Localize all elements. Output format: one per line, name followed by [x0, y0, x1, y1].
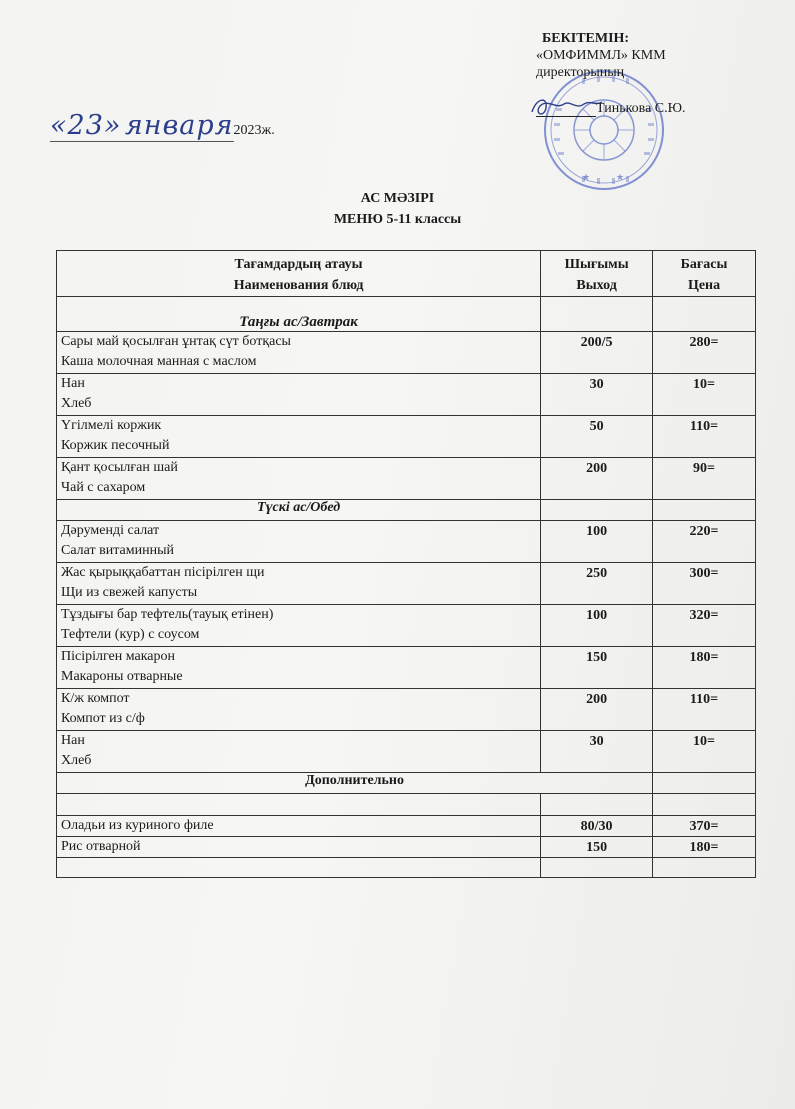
table-row [57, 605, 756, 647]
date-month: января [124, 110, 234, 141]
dish-name-ru: Хлеб [61, 396, 92, 411]
dish-name-kz: Сары май қосылған ұнтақ сүт ботқасы [61, 334, 291, 349]
approval-role: директорының [536, 65, 625, 80]
table-row [57, 563, 756, 605]
breakfast-items [57, 332, 756, 500]
price-cell: 90= [653, 458, 756, 500]
price-cell: 10= [653, 731, 756, 773]
dish-name-kz: Дәруменді салат [61, 523, 160, 538]
price-cell: 180= [653, 837, 756, 858]
dish-name-kz: Пісірілген макарон [61, 649, 176, 664]
approval-org: «ОМФИММЛ» КММ [536, 48, 666, 63]
yield-cell: 200 [541, 458, 653, 500]
price-cell: 300= [653, 563, 756, 605]
dish-name-kz: Үгілмелі коржик [61, 418, 162, 433]
dish-name-cell: Оладьи из куриного филе [57, 816, 541, 837]
table-row [57, 521, 756, 563]
dish-name-cell [57, 647, 541, 689]
dish-name-cell [57, 563, 541, 605]
yield-cell: 50 [541, 416, 653, 458]
table-row [57, 689, 756, 731]
approval-title: БЕКІТЕМІН: [542, 31, 630, 46]
dish-name-kz: Қант қосылған шай [61, 460, 178, 475]
official-seal-stamp [542, 68, 666, 192]
approval-block [536, 30, 776, 116]
section-extra: Дополнительно [57, 773, 653, 794]
section-row-lunch [57, 500, 756, 521]
yield-cell: 100 [541, 521, 653, 563]
dish-name-kz: Тұздығы бар тефтель(тауық етінен) [61, 607, 274, 622]
table-row [57, 816, 756, 837]
dish-name-ru: Коржик песочный [61, 438, 170, 453]
price-cell: 370= [653, 816, 756, 837]
section-lunch: Түскі ас/Обед [57, 500, 541, 521]
menu-title-ru: МЕНЮ 5-11 классы [333, 212, 462, 227]
dish-name-ru: Макароны отварные [61, 669, 183, 684]
handwritten-signature [526, 92, 606, 122]
date-year: 2023ж. [233, 123, 275, 138]
dish-name-kz: Нан [61, 376, 85, 391]
yield-cell: 100 [541, 605, 653, 647]
yield-cell: 150 [541, 647, 653, 689]
director-name: Тинькова С.Ю. [596, 101, 686, 116]
section-row-extra [57, 773, 756, 794]
table-row [57, 374, 756, 416]
yield-cell: 200 [541, 689, 653, 731]
yield-cell: 200/5 [541, 332, 653, 374]
dish-name-ru: Салат витаминный [61, 543, 174, 558]
price-cell: 10= [653, 374, 756, 416]
dish-name-ru: Чай с сахаром [61, 480, 146, 495]
table-row-empty [57, 794, 756, 816]
price-cell: 110= [653, 416, 756, 458]
dish-name-cell [57, 458, 541, 500]
table-row [57, 837, 756, 858]
dish-name-kz: Нан [61, 733, 85, 748]
dish-name-cell [57, 332, 541, 374]
dish-name-cell [57, 416, 541, 458]
dish-name-cell [57, 731, 541, 773]
menu-table [56, 250, 756, 878]
table-row [57, 647, 756, 689]
price-cell: 180= [653, 647, 756, 689]
table-header-row [57, 251, 756, 297]
dish-name-kz: Жас қырыққабаттан пісірілген щи [61, 565, 265, 580]
price-cell: 320= [653, 605, 756, 647]
dish-name-cell: Рис отварной [57, 837, 541, 858]
table-row [57, 458, 756, 500]
price-cell: 220= [653, 521, 756, 563]
approval-date [50, 110, 275, 142]
table-row [57, 332, 756, 374]
table-row-empty [57, 858, 756, 878]
header-dish-name: Тағамдардың атауы Наименования блюд [57, 251, 541, 297]
dish-name-cell [57, 374, 541, 416]
dish-name-cell [57, 521, 541, 563]
table-row [57, 416, 756, 458]
price-cell: 110= [653, 689, 756, 731]
extra-items [57, 816, 756, 858]
price-cell: 280= [653, 332, 756, 374]
dish-name-ru: Щи из свежей капусты [61, 585, 198, 600]
svg-text:★: ★ [616, 172, 625, 182]
date-day: «23» [50, 110, 122, 141]
table-row [57, 731, 756, 773]
yield-cell: 150 [541, 837, 653, 858]
yield-cell: 250 [541, 563, 653, 605]
dish-name-ru: Хлеб [61, 753, 92, 768]
menu-title-kz: АС МӘЗІРІ [360, 191, 435, 206]
dish-name-cell [57, 689, 541, 731]
dish-name-cell [57, 605, 541, 647]
dish-name-ru: Компот из с/ф [61, 711, 145, 726]
yield-cell: 80/30 [541, 816, 653, 837]
dish-name-ru: Тефтели (кур) с соусом [61, 627, 200, 642]
section-breakfast: Таңғы ас/Завтрак [57, 297, 541, 332]
yield-cell: 30 [541, 731, 653, 773]
header-yield: Шығымы Выход [541, 251, 653, 297]
dish-name-kz: К/ж компот [61, 691, 130, 706]
svg-text:★: ★ [582, 172, 591, 182]
lunch-items [57, 521, 756, 773]
yield-cell: 30 [541, 374, 653, 416]
header-price: Бағасы Цена [653, 251, 756, 297]
dish-name-ru: Каша молочная манная с маслом [61, 354, 257, 369]
section-row-breakfast [57, 297, 756, 332]
